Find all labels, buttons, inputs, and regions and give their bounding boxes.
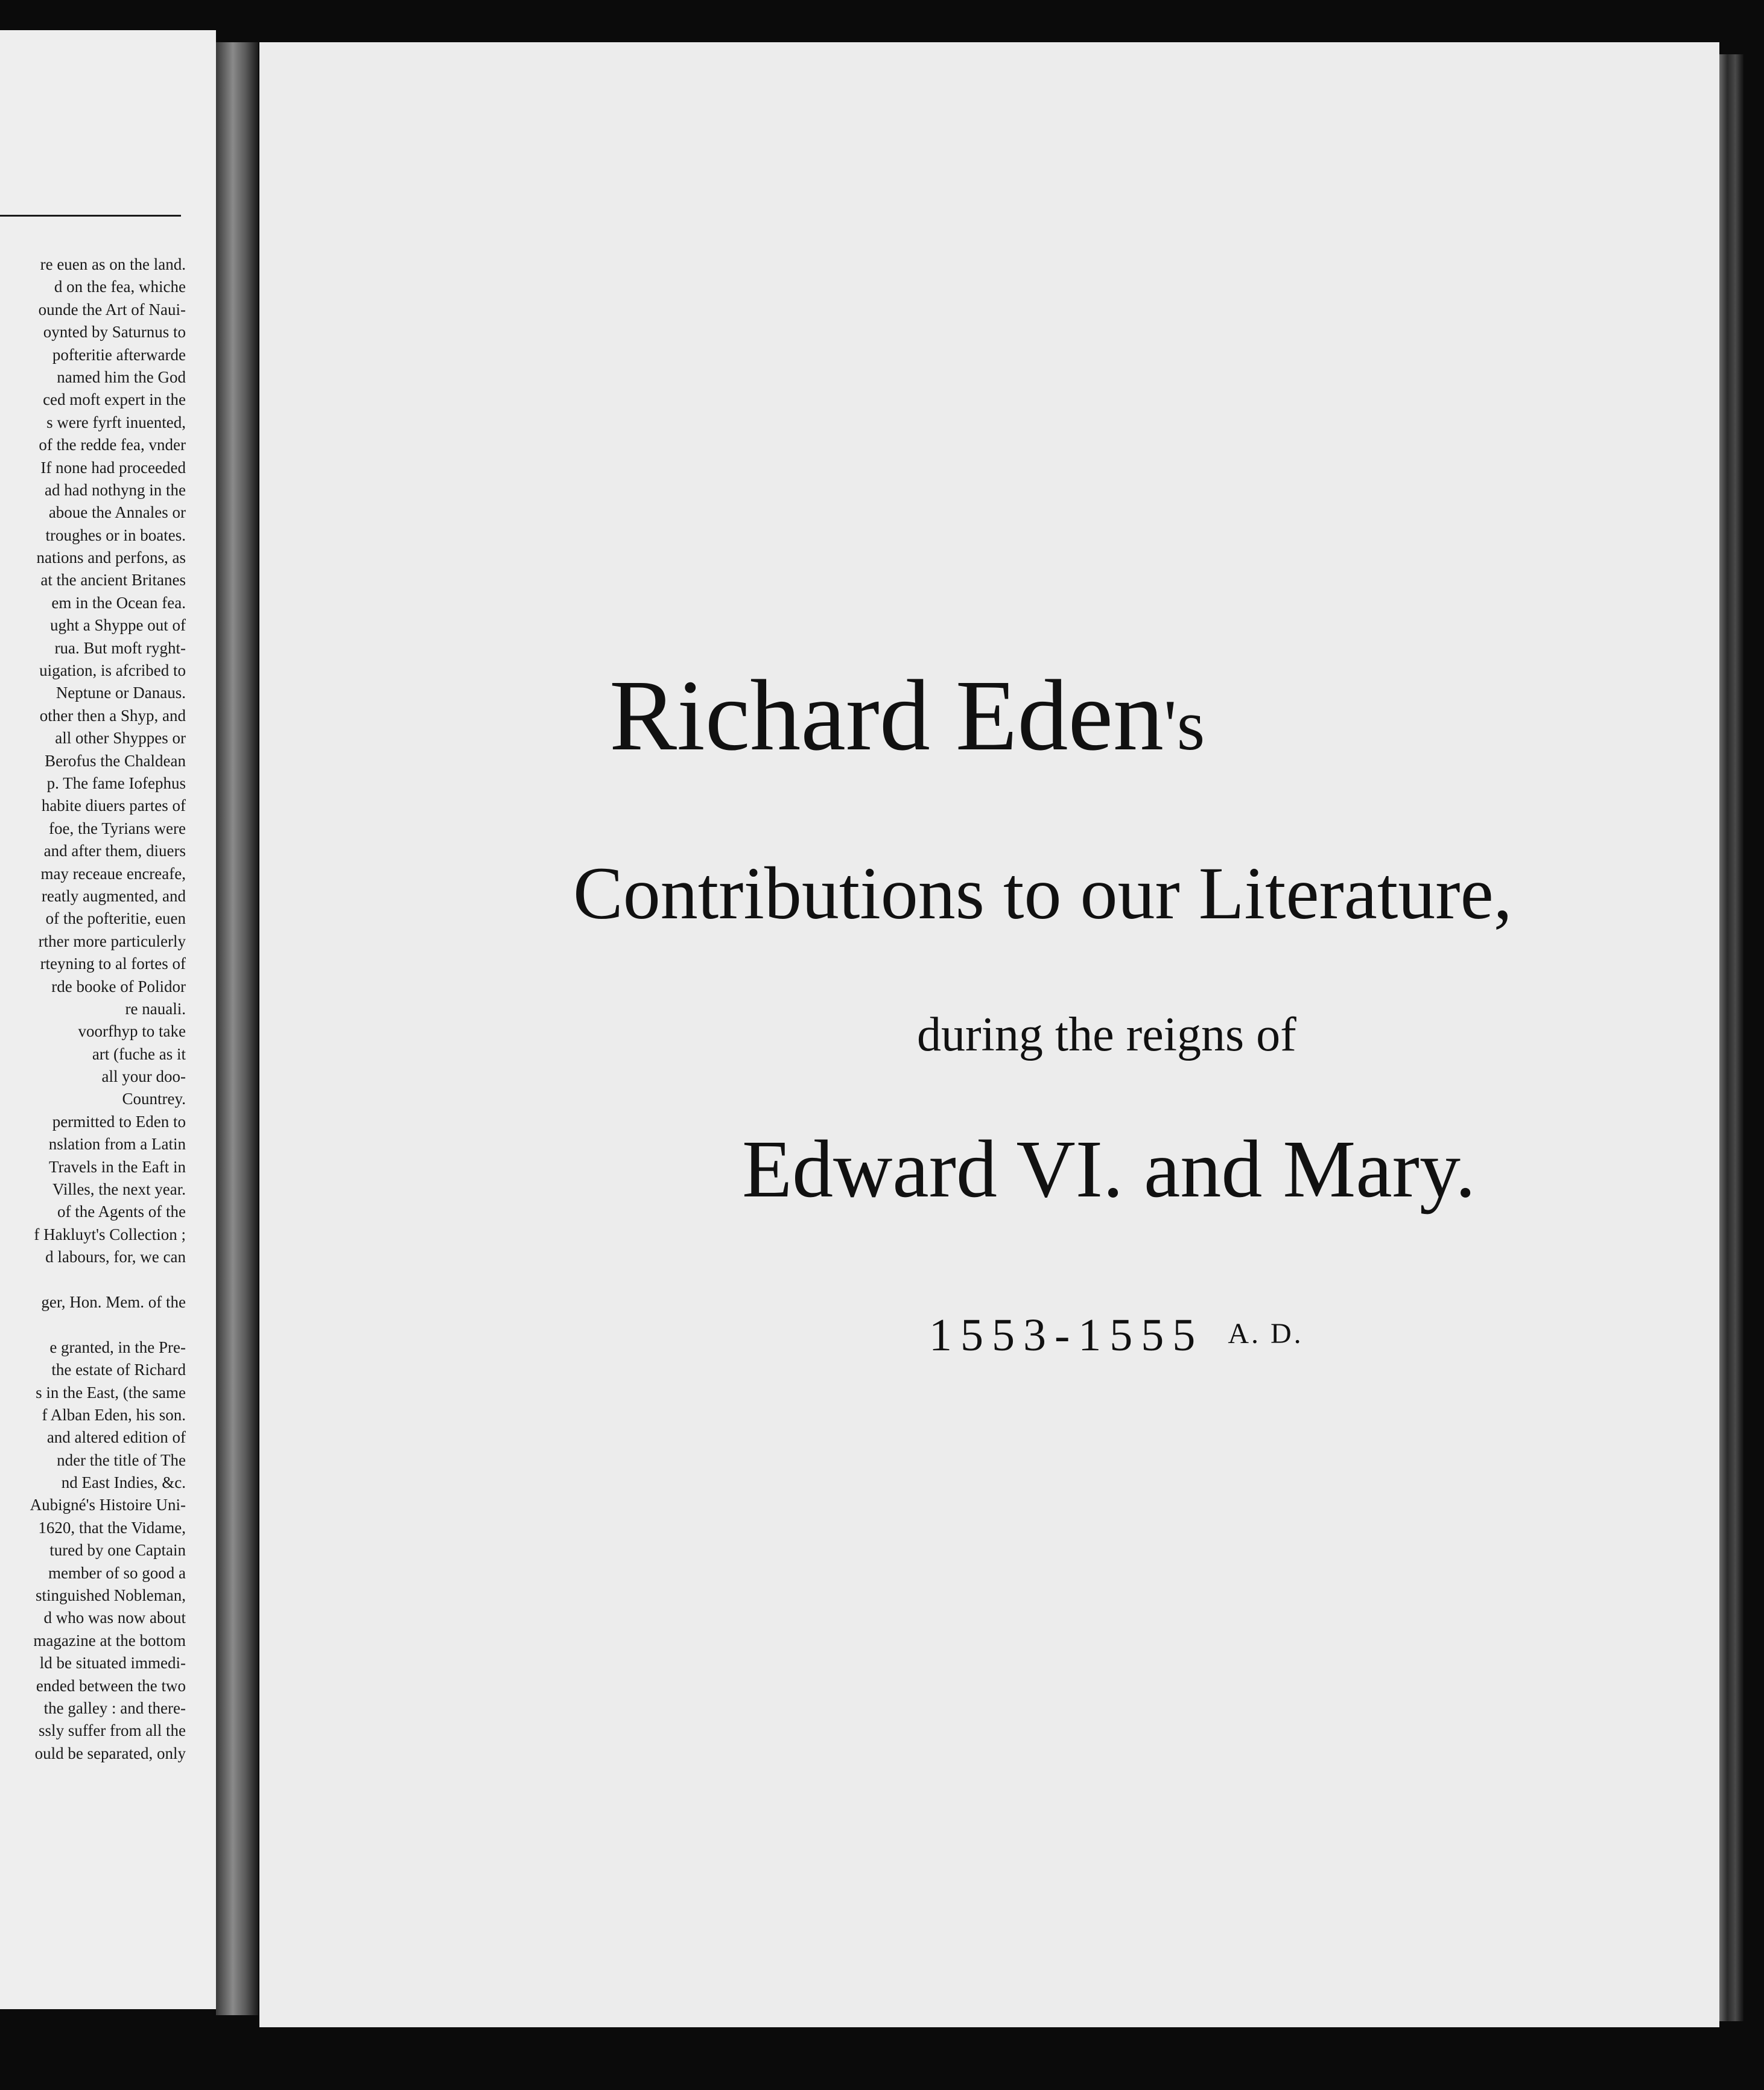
left-text-line: tured by one Captain [49,1541,186,1560]
left-text-line: and after them, diuers [43,842,186,860]
left-page-text [0,253,186,1765]
left-text-line: ould be separated, only [34,1744,186,1762]
left-text-line: ssly suffer from all the [39,1721,186,1740]
left-text-line: 1620, that the Vidame, [38,1518,186,1537]
left-text-line: of the redde fea, vnder [39,436,186,454]
left-text-line: p. The fame Iofephus [46,773,186,792]
left-text-line: permitted to Eden to [52,1112,186,1131]
left-text-line: e granted, in the Pre- [49,1338,186,1356]
title-author: Richard Eden [609,659,1164,772]
left-text-line: uigation, is afcribed to [39,661,186,680]
title-years: 1553-1555 [929,1310,1204,1361]
left-text-line: s in the East, (the same [36,1383,186,1402]
left-text-line: ad had nothyng in the [45,480,186,499]
left-text-line: voorfhyp to take [78,1022,186,1041]
left-text-line: Aubigné's Histoire Uni- [30,1496,186,1514]
title-page [259,42,1719,2027]
left-text-line: the galley : and there- [43,1699,186,1717]
header-rule [0,215,181,217]
left-text-line: of the Agents of the [57,1202,186,1221]
title-author-line [609,658,1514,774]
page-edge [1719,54,1743,2021]
left-text-line: em in the Ocean fea. [51,593,186,612]
left-text-line: troughes or in boates. [45,526,186,544]
title-reigns: Edward VI. and Mary. [742,1124,1476,1215]
left-text-line: ended between the two [36,1676,186,1695]
left-text-line: s were fyrft inuented, [46,413,186,431]
left-text-line: rteyning to al fortes of [40,954,186,973]
left-text-line: member of so good a [48,1563,186,1582]
book-gutter [216,42,258,2015]
left-text-line: d on the fea, whiche [54,278,186,296]
title-date-line [929,1309,1472,1362]
left-text-line: rther more particulerly [38,932,186,950]
left-text-line: If none had proceeded [40,458,186,477]
left-text-line: other then a Shyp, and [39,706,186,725]
left-text-line: f Alban Eden, his son. [42,1405,186,1424]
left-text-line: ught a Shyppe out of [50,616,186,635]
left-text-line: oynted by Saturnus to [43,323,186,341]
left-text-line: all other Shyppes or [55,729,186,748]
left-text-line: magazine at the bottom [33,1631,186,1650]
left-text-line: all your doo- [101,1067,186,1086]
left-text-line: nslation from a Latin [48,1135,186,1154]
left-text-line: Villes, the next year. [52,1180,186,1199]
left-text-line: stinguished Nobleman, [36,1586,186,1605]
left-text-line: and altered edition of [46,1428,186,1447]
left-text-line: re nauali. [125,999,186,1018]
left-text-line: d labours, for, we can [45,1248,186,1266]
left-text-line: Travels in the Eaft in [49,1157,186,1176]
left-text-line: f Hakluyt's Collection ; [34,1225,186,1244]
title-subject: Contributions to our Literature, [573,852,1512,935]
left-text-line: foe, the Tyrians were [48,819,186,837]
left-text-line: the estate of Richard [51,1361,186,1379]
left-text-line [0,1313,186,1336]
left-text-line: Berofus the Chaldean [45,751,186,770]
left-text-line: art (fuche as it [92,1044,186,1063]
left-text-line: nder the title of The [57,1450,186,1469]
title-era: A. D. [1228,1318,1304,1350]
left-text-line: aboue the Annales or [48,503,186,522]
left-text-line: nations and perfons, as [36,548,186,567]
left-text-line: of the pofteritie, euen [45,909,186,928]
left-text-line: pofteritie afterwarde [52,345,186,364]
left-text-line: ced moft expert in the [43,390,186,409]
left-text-line: may receaue encreafe, [40,864,186,883]
left-text-line: ger, Hon. Mem. of the [41,1292,186,1311]
title-possessive: 's [1164,685,1205,765]
left-text-line: named him the God [57,367,186,386]
left-text-line: ld be situated immedi- [39,1654,186,1672]
left-text-line: rua. But moft ryght- [54,638,186,657]
left-text-line: at the ancient Britanes [40,571,186,589]
left-text-line: habite diuers partes of [41,796,186,815]
left-text-line: ounde the Art of Naui- [38,300,186,319]
facing-left-page [0,30,216,2009]
left-text-line: rde booke of Polidor [51,977,186,996]
left-text-line: d who was now about [43,1609,186,1627]
left-text-line: re euen as on the land. [40,255,186,273]
title-during: during the reigns of [917,1008,1296,1061]
left-text-line: Countrey. [122,1090,186,1108]
left-text-line: nd East Indies, &c. [61,1473,186,1492]
left-text-line: Neptune or Danaus. [56,684,186,702]
left-text-line [0,1269,186,1291]
left-text-line: reatly augmented, and [41,886,186,905]
